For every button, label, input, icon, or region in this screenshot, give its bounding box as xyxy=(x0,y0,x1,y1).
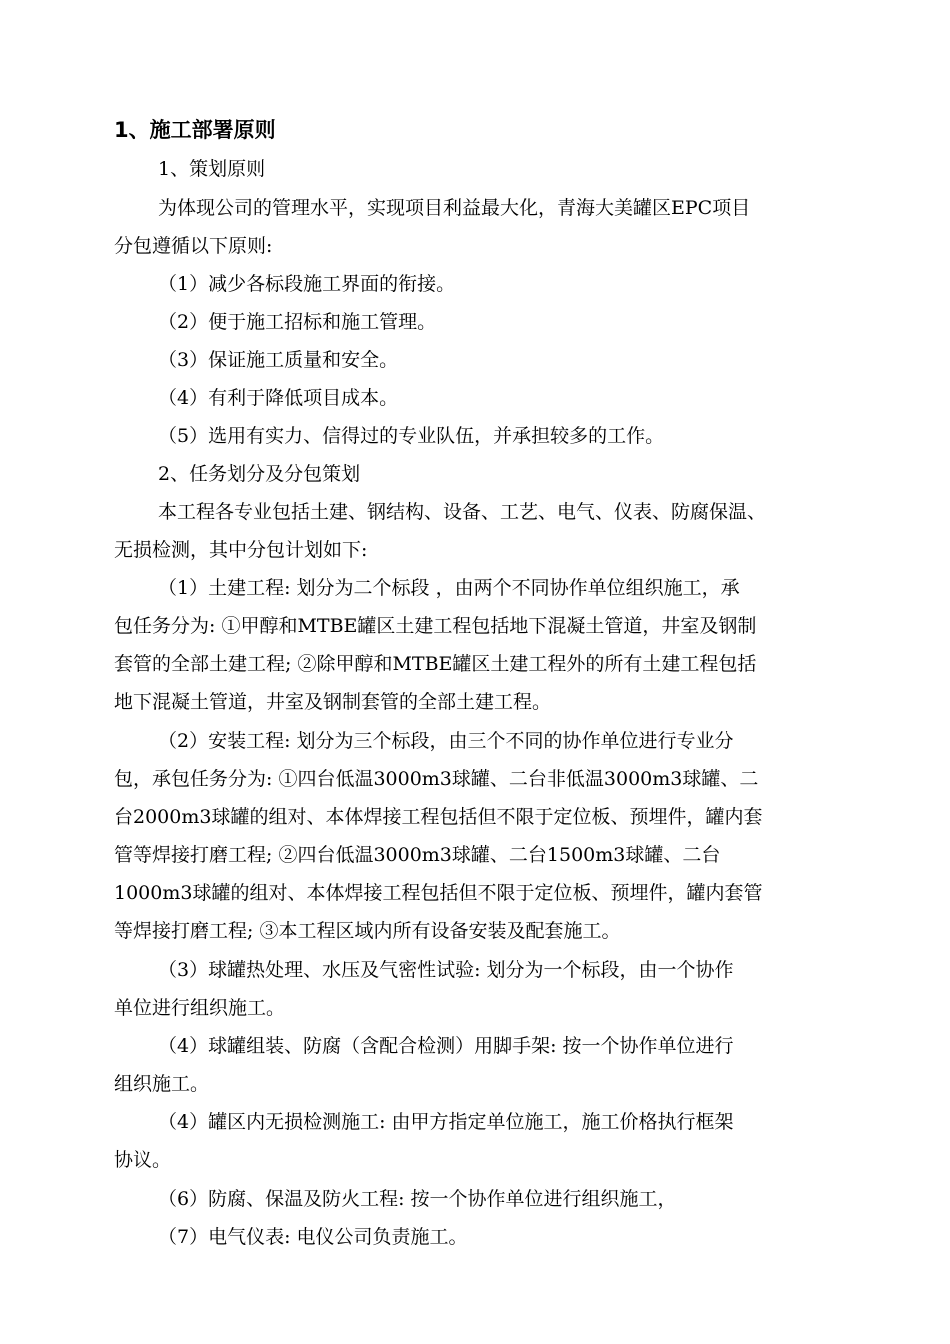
paragraph-line: 包任务分为: ①甲醇和MTBE罐区土建工程包括地下混凝土管道，井室及钢制 xyxy=(114,615,757,637)
list-item: （4）罐区内无损检测施工: 由甲方指定单位施工，施工价格执行框架 xyxy=(158,1111,734,1133)
list-item: （2）便于施工招标和施工管理。 xyxy=(158,311,437,333)
list-item: （1）减少各标段施工界面的衔接。 xyxy=(158,273,456,295)
paragraph-line: 为体现公司的管理水平，实现项目利益最大化，青海大美罐区EPC项目 xyxy=(158,197,751,219)
paragraph-line: 协议。 xyxy=(114,1149,172,1171)
subsection-title: 2、任务划分及分包策划 xyxy=(158,463,361,485)
list-item: （4）有利于降低项目成本。 xyxy=(158,387,399,409)
list-item: （1）土建工程: 划分为二个标段 ，由两个不同协作单位组织施工，承 xyxy=(158,577,740,599)
section-heading: 1、施工部署原则 xyxy=(114,118,276,142)
paragraph-line: 1000m3球罐的组对、本体焊接工程包括但不限于定位板、预埋件，罐内套管 xyxy=(114,882,763,904)
paragraph-line: 分包遵循以下原则: xyxy=(114,235,273,257)
paragraph-line: 地下混凝土管道，井室及钢制套管的全部土建工程。 xyxy=(114,691,552,713)
paragraph-line: 包，承包任务分为: ①四台低温3000m3球罐、二台非低温3000m3球罐、二 xyxy=(114,768,759,790)
list-item: （4）球罐组装、防腐（含配合检测）用脚手架: 按一个协作单位进行 xyxy=(158,1035,734,1057)
paragraph-line: 管等焊接打磨工程; ②四台低温3000m3球罐、二台1500m3球罐、二台 xyxy=(114,844,721,866)
paragraph-line: 套管的全部土建工程; ②除甲醇和MTBE罐区土建工程外的所有土建工程包括 xyxy=(114,653,757,675)
subsection-title: 1、策划原则 xyxy=(158,158,266,180)
paragraph-line: 台2000m3球罐的组对、本体焊接工程包括但不限于定位板、预埋件，罐内套 xyxy=(114,806,763,828)
list-item: （3）保证施工质量和安全。 xyxy=(158,349,399,371)
list-item: （5）选用有实力、信得过的专业队伍，并承担较多的工作。 xyxy=(158,425,665,447)
list-item: （7）电气仪表: 电仪公司负责施工。 xyxy=(158,1226,468,1248)
paragraph-line: 本工程各专业包括土建、钢结构、设备、工艺、电气、仪表、防腐保温、 xyxy=(158,501,767,523)
paragraph-line: 等焊接打磨工程; ③本工程区域内所有设备安装及配套施工。 xyxy=(114,920,621,942)
list-item: （3）球罐热处理、水压及气密性试验: 划分为一个标段，由一个协作 xyxy=(158,959,734,981)
list-item: （2）安装工程: 划分为三个标段，由三个不同的协作单位进行专业分 xyxy=(158,730,734,752)
list-item: （6）防腐、保温及防火工程: 按一个协作单位进行组织施工， xyxy=(158,1188,677,1210)
paragraph-line: 无损检测，其中分包计划如下: xyxy=(114,539,368,561)
paragraph-line: 组织施工。 xyxy=(114,1073,210,1095)
paragraph-line: 单位进行组织施工。 xyxy=(114,997,286,1019)
